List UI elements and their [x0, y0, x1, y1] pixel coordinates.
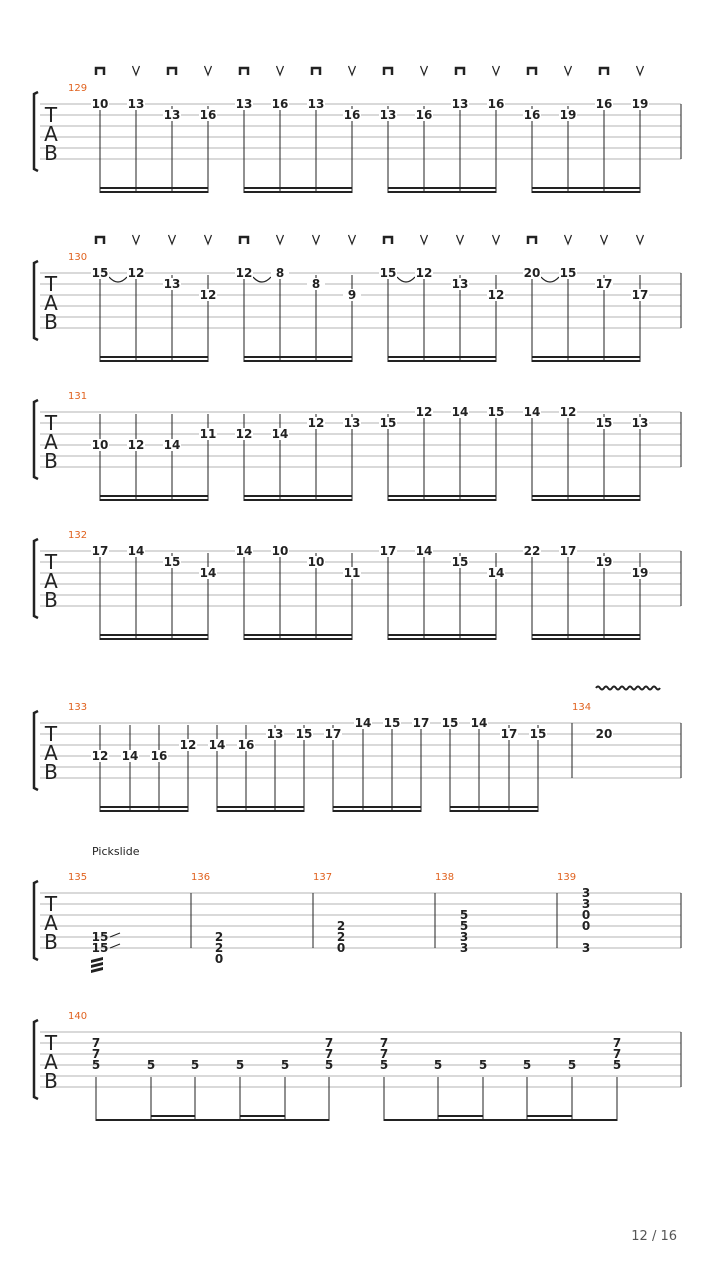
fret-number: 20 — [523, 266, 541, 280]
tab-clef-letter: A — [44, 911, 58, 935]
fret-number: 5 — [567, 1058, 577, 1072]
fret-number: 15 — [91, 266, 109, 280]
fret-number: 5 — [478, 1058, 488, 1072]
fret-number: 14 — [127, 544, 145, 558]
tab-clef-letter: T — [44, 550, 58, 574]
tab-clef-letter: A — [44, 122, 58, 146]
upstroke-icon — [349, 235, 356, 244]
fret-number: 5 — [91, 1058, 101, 1072]
fret-number: 13 — [163, 277, 181, 291]
measure-number: 140 — [68, 1011, 88, 1022]
fret-number: 15 — [91, 930, 109, 944]
upstroke-icon — [349, 66, 356, 75]
tab-clef-letter: T — [44, 103, 58, 127]
upstroke-icon — [565, 66, 572, 75]
tab-clef-letter: B — [44, 141, 58, 165]
fret-number: 8 — [275, 266, 285, 280]
tab-clef-letter: B — [44, 1069, 58, 1093]
upstroke-icon — [493, 235, 500, 244]
fret-number: 7 — [91, 1047, 101, 1061]
fret-number: 17 — [559, 544, 577, 558]
fret-number: 12 — [415, 405, 433, 419]
measure-number: 129 — [68, 83, 88, 94]
fret-number: 15 — [487, 405, 505, 419]
fret-number: 5 — [146, 1058, 156, 1072]
fret-number: 3 — [459, 941, 469, 955]
fret-number: 15 — [451, 555, 469, 569]
fret-number: 12 — [179, 738, 197, 752]
fret-number: 10 — [307, 555, 325, 569]
tremolo-slash-icon — [91, 962, 103, 968]
fret-number: 12 — [127, 266, 145, 280]
fret-number: 13 — [631, 416, 649, 430]
fret-number: 19 — [559, 108, 577, 122]
system-bracket — [34, 92, 38, 171]
system-bracket — [34, 400, 38, 479]
fret-number: 11 — [343, 566, 361, 580]
fret-number: 14 — [163, 438, 181, 452]
downstroke-icon — [96, 237, 104, 244]
fret-number: 20 — [595, 727, 613, 741]
upstroke-icon — [421, 235, 428, 244]
legato-slur — [253, 277, 271, 282]
downstroke-icon — [528, 237, 536, 244]
fret-number: 7 — [91, 1036, 101, 1050]
fret-number: 19 — [595, 555, 613, 569]
fret-number: 7 — [324, 1047, 334, 1061]
measure-number: 135 — [68, 872, 88, 883]
fret-number: 2 — [214, 941, 224, 955]
fret-number: 15 — [295, 727, 313, 741]
fret-number: 5 — [433, 1058, 443, 1072]
pickslide-label: Pickslide — [92, 845, 140, 858]
upstroke-icon — [313, 235, 320, 244]
fret-number: 14 — [208, 738, 226, 752]
fret-number: 10 — [271, 544, 289, 558]
upstroke-icon — [205, 235, 212, 244]
fret-number: 12 — [91, 749, 109, 763]
fret-number: 15 — [91, 941, 109, 955]
fret-number: 12 — [199, 288, 217, 302]
fret-number: 14 — [235, 544, 253, 558]
fret-number: 13 — [451, 97, 469, 111]
fret-number: 0 — [581, 908, 591, 922]
downstroke-icon — [384, 237, 392, 244]
downstroke-icon — [240, 237, 248, 244]
fret-number: 16 — [150, 749, 168, 763]
tab-clef-letter: T — [44, 1031, 58, 1055]
measure-number: 134 — [572, 702, 592, 713]
fret-number: 17 — [412, 716, 430, 730]
measure-number: 132 — [68, 530, 88, 541]
fret-number: 15 — [529, 727, 547, 741]
tab-clef-letter: B — [44, 930, 58, 954]
fret-number: 16 — [199, 108, 217, 122]
fret-number: 14 — [470, 716, 488, 730]
pickslide-line — [110, 944, 120, 948]
system-bracket — [34, 881, 38, 960]
fret-number: 15 — [383, 716, 401, 730]
fret-number: 7 — [379, 1047, 389, 1061]
fret-number: 13 — [307, 97, 325, 111]
fret-number: 17 — [324, 727, 342, 741]
fret-number: 12 — [307, 416, 325, 430]
fret-number: 0 — [336, 941, 346, 955]
downstroke-icon — [96, 68, 104, 75]
upstroke-icon — [421, 66, 428, 75]
measure-number: 136 — [191, 872, 211, 883]
fret-number: 13 — [451, 277, 469, 291]
tab-clef-letter: T — [44, 272, 58, 296]
fret-number: 2 — [214, 930, 224, 944]
page-number: 12 / 16 — [631, 1229, 677, 1244]
downstroke-icon — [312, 68, 320, 75]
fret-number: 14 — [354, 716, 372, 730]
fret-number: 5 — [612, 1058, 622, 1072]
fret-number: 14 — [415, 544, 433, 558]
tab-clef-letter: A — [44, 569, 58, 593]
upstroke-icon — [169, 235, 176, 244]
fret-number: 15 — [379, 416, 397, 430]
fret-number: 12 — [415, 266, 433, 280]
tab-clef-letter: A — [44, 291, 58, 315]
upstroke-icon — [205, 66, 212, 75]
measure-number: 130 — [68, 252, 88, 263]
fret-number: 13 — [163, 108, 181, 122]
fret-number: 13 — [235, 97, 253, 111]
legato-slur — [397, 277, 415, 282]
upstroke-icon — [637, 235, 644, 244]
system-bracket — [34, 711, 38, 790]
fret-number: 2 — [336, 930, 346, 944]
fret-number: 14 — [487, 566, 505, 580]
tab-clef-letter: B — [44, 449, 58, 473]
fret-number: 17 — [500, 727, 518, 741]
fret-number: 5 — [324, 1058, 334, 1072]
upstroke-icon — [601, 235, 608, 244]
fret-number: 13 — [266, 727, 284, 741]
downstroke-icon — [600, 68, 608, 75]
fret-number: 10 — [91, 438, 109, 452]
fret-number: 12 — [487, 288, 505, 302]
fret-number: 3 — [581, 886, 591, 900]
fret-number: 2 — [336, 919, 346, 933]
fret-number: 14 — [199, 566, 217, 580]
measure-number: 131 — [68, 391, 88, 402]
fret-number: 14 — [523, 405, 541, 419]
tab-clef-letter: B — [44, 588, 58, 612]
fret-number: 11 — [199, 427, 217, 441]
fret-number: 12 — [559, 405, 577, 419]
fret-number: 13 — [343, 416, 361, 430]
system-bracket — [34, 1020, 38, 1099]
upstroke-icon — [133, 235, 140, 244]
fret-number: 5 — [459, 908, 469, 922]
downstroke-icon — [384, 68, 392, 75]
fret-number: 15 — [559, 266, 577, 280]
tab-clef-letter: T — [44, 411, 58, 435]
downstroke-icon — [168, 68, 176, 75]
fret-number: 9 — [347, 288, 357, 302]
tab-clef-letter: A — [44, 430, 58, 454]
upstroke-icon — [277, 66, 284, 75]
fret-number: 0 — [581, 919, 591, 933]
fret-number: 5 — [379, 1058, 389, 1072]
fret-number: 17 — [379, 544, 397, 558]
fret-number: 7 — [324, 1036, 334, 1050]
fret-number: 8 — [311, 277, 321, 291]
downstroke-icon — [240, 68, 248, 75]
fret-number: 15 — [595, 416, 613, 430]
fret-number: 7 — [379, 1036, 389, 1050]
tab-clef-letter: A — [44, 741, 58, 765]
fret-number: 0 — [214, 952, 224, 966]
fret-number: 17 — [631, 288, 649, 302]
upstroke-icon — [637, 66, 644, 75]
fret-number: 19 — [631, 97, 649, 111]
fret-number: 13 — [127, 97, 145, 111]
tab-clef-letter: B — [44, 310, 58, 334]
fret-number: 10 — [91, 97, 109, 111]
downstroke-icon — [528, 68, 536, 75]
upstroke-icon — [457, 235, 464, 244]
fret-number: 19 — [631, 566, 649, 580]
fret-number: 14 — [121, 749, 139, 763]
tab-clef-letter: B — [44, 760, 58, 784]
tab-clef-letter: T — [44, 892, 58, 916]
upstroke-icon — [565, 235, 572, 244]
measure-number: 139 — [557, 872, 577, 883]
fret-number: 5 — [190, 1058, 200, 1072]
fret-number: 3 — [581, 897, 591, 911]
tab-clef-letter: A — [44, 1050, 58, 1074]
tab-clef-letter: T — [44, 722, 58, 746]
measure-number: 138 — [435, 872, 455, 883]
fret-number: 15 — [163, 555, 181, 569]
fret-number: 16 — [595, 97, 613, 111]
pickslide-line — [110, 933, 120, 937]
system-bracket — [34, 261, 38, 340]
system-bracket — [34, 539, 38, 618]
fret-number: 3 — [459, 930, 469, 944]
fret-number: 7 — [612, 1047, 622, 1061]
fret-number: 13 — [379, 108, 397, 122]
fret-number: 12 — [235, 427, 253, 441]
fret-number: 16 — [271, 97, 289, 111]
upstroke-icon — [133, 66, 140, 75]
measure-number: 133 — [68, 702, 88, 713]
fret-number: 16 — [415, 108, 433, 122]
upstroke-icon — [277, 235, 284, 244]
fret-number: 16 — [523, 108, 541, 122]
fret-number: 5 — [280, 1058, 290, 1072]
downstroke-icon — [456, 68, 464, 75]
fret-number: 12 — [127, 438, 145, 452]
fret-number: 5 — [459, 919, 469, 933]
fret-number: 7 — [612, 1036, 622, 1050]
fret-number: 12 — [235, 266, 253, 280]
vibrato-icon — [596, 687, 660, 690]
fret-number: 14 — [271, 427, 289, 441]
fret-number: 3 — [581, 941, 591, 955]
fret-number: 15 — [441, 716, 459, 730]
fret-number: 5 — [522, 1058, 532, 1072]
fret-number: 16 — [487, 97, 505, 111]
tremolo-slash-icon — [91, 957, 103, 963]
measure-number: 137 — [313, 872, 333, 883]
fret-number: 16 — [237, 738, 255, 752]
fret-number: 15 — [379, 266, 397, 280]
fret-number: 17 — [595, 277, 613, 291]
tremolo-slash-icon — [91, 967, 103, 973]
fret-number: 22 — [523, 544, 541, 558]
fret-number: 14 — [451, 405, 469, 419]
upstroke-icon — [493, 66, 500, 75]
fret-number: 5 — [235, 1058, 245, 1072]
fret-number: 16 — [343, 108, 361, 122]
fret-number: 17 — [91, 544, 109, 558]
legato-slur — [109, 277, 127, 282]
legato-slur — [541, 277, 559, 282]
